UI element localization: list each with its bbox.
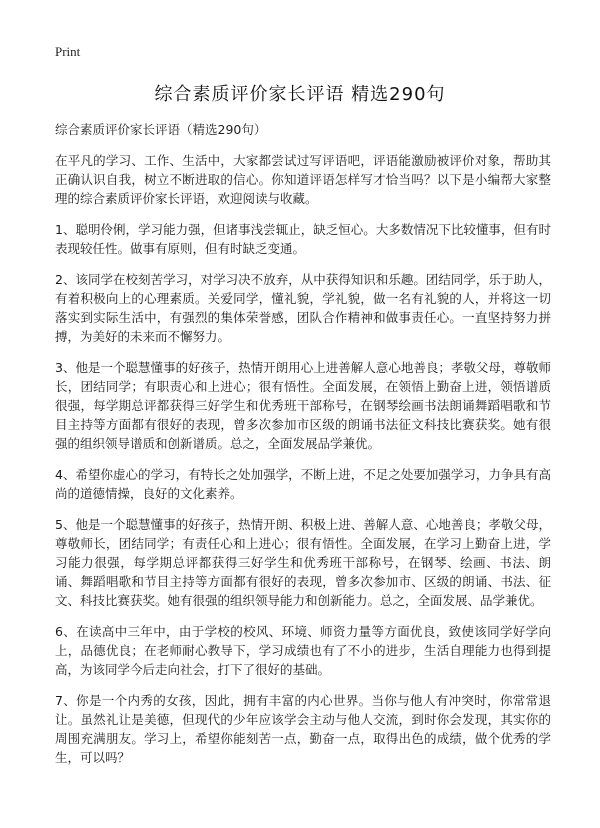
intro-paragraph: 在平凡的学习、工作、生活中，大家都尝试过写评语吧，评语能激励被评价对象，帮助其正确认识自我，树立不断进取的信心。你知道评语怎样写才恰当吗？以下是小编帮大家整理的综合素质评价家长评语，欢迎阅读与收藏。 (55, 153, 551, 206)
comment-paragraph-1: 1、聪明伶俐，学习能力强，但诸事浅尝辄止，缺乏恒心。大多数情况下比较懂事，但有时表现较任性。做事有原则，但有时缺乏变通。 (55, 222, 551, 256)
comment-paragraph-3: 3、他是一个聪慧懂事的好孩子，热情开朗用心上进善解人意心地善良；孝敬父母，尊敬师长，团结同学；有职责心和上进心；很有悟性。全面发展，在领悟上勤奋上进，领悟谱质很强，每学期总评都获得三好学生和优秀班干部称号，在钢琴绘画书法朗诵舞蹈唱歌和节目主持等方面都有很好的表现，曾多次参加市区级的朗诵书法征文科技比赛获奖。她有很强的组织领导谱质和创新谱质。总之，全面发展品学兼优。 (55, 360, 551, 451)
comment-paragraph-2: 2、该同学在校刻苦学习，对学习决不放弃，从中获得知识和乐趣。团结同学，乐于助人，有着积极向上的心理素质。关爱同学，懂礼貌，学礼貌，做一名有礼貌的人，并将这一切落实到实际生活中，有强烈的集体荣誉感，团队合作精神和做事责任心。一直坚持努力拼搏，为美好的未来而不懈努力。 (55, 272, 551, 344)
comment-paragraph-6: 6、在读高中三年中，由于学校的校风、环境、师资力量等方面优良，致使该同学好学向上，品德优良；在老师耐心教导下，学习成绩也有了不小的进步，生活自理能力也得到提高，为该同学今后走向社会，打下了很好的基础。 (55, 624, 551, 677)
comment-paragraph-7: 7、你是一个内秀的女孩，因此，拥有丰富的内心世界。当你与他人有冲突时，你常常退让。虽然礼让是美德，但现代的少年应该学会主动与他人交流，到时你会发现，其实你的周围充满朋友。学习上，希望你能刻苦一点，勤奋一点，取得出色的成绩，做个优秀的学生，可以吗？ (55, 693, 551, 765)
document-title: 综合素质评价家长评语 精选290句 (154, 84, 446, 105)
comment-paragraph-4: 4、希望你虚心的学习，有特长之处加强学，不断上进，不足之处要加强学习，力争具有高尚的道德情操，良好的文化素养。 (55, 467, 551, 501)
document-body (55, 151, 551, 779)
comment-paragraph-5: 5、他是一个聪慧懂事的好孩子，热情开朗、积极上进、善解人意、心地善良；孝敬父母，尊敬师长，团结同学；有责任心和上进心；很有悟性。全面发展，在学习上勤奋上进，学习能力很强，每学期总评都获得三好学生和优秀班干部称号，在钢琴、绘画、书法、朗诵、舞蹈唱歌和节目主持等方面都有很好的表现，曾多次参加市、区级的朗诵、书法、征文、科技比赛获奖。她有很强的组织领导能力和创新能力。总之，全面发展、品学兼优。 (55, 517, 551, 608)
print-label: Print (55, 44, 81, 59)
document-subtitle: 综合素质评价家长评语（精选290句） (55, 122, 267, 137)
